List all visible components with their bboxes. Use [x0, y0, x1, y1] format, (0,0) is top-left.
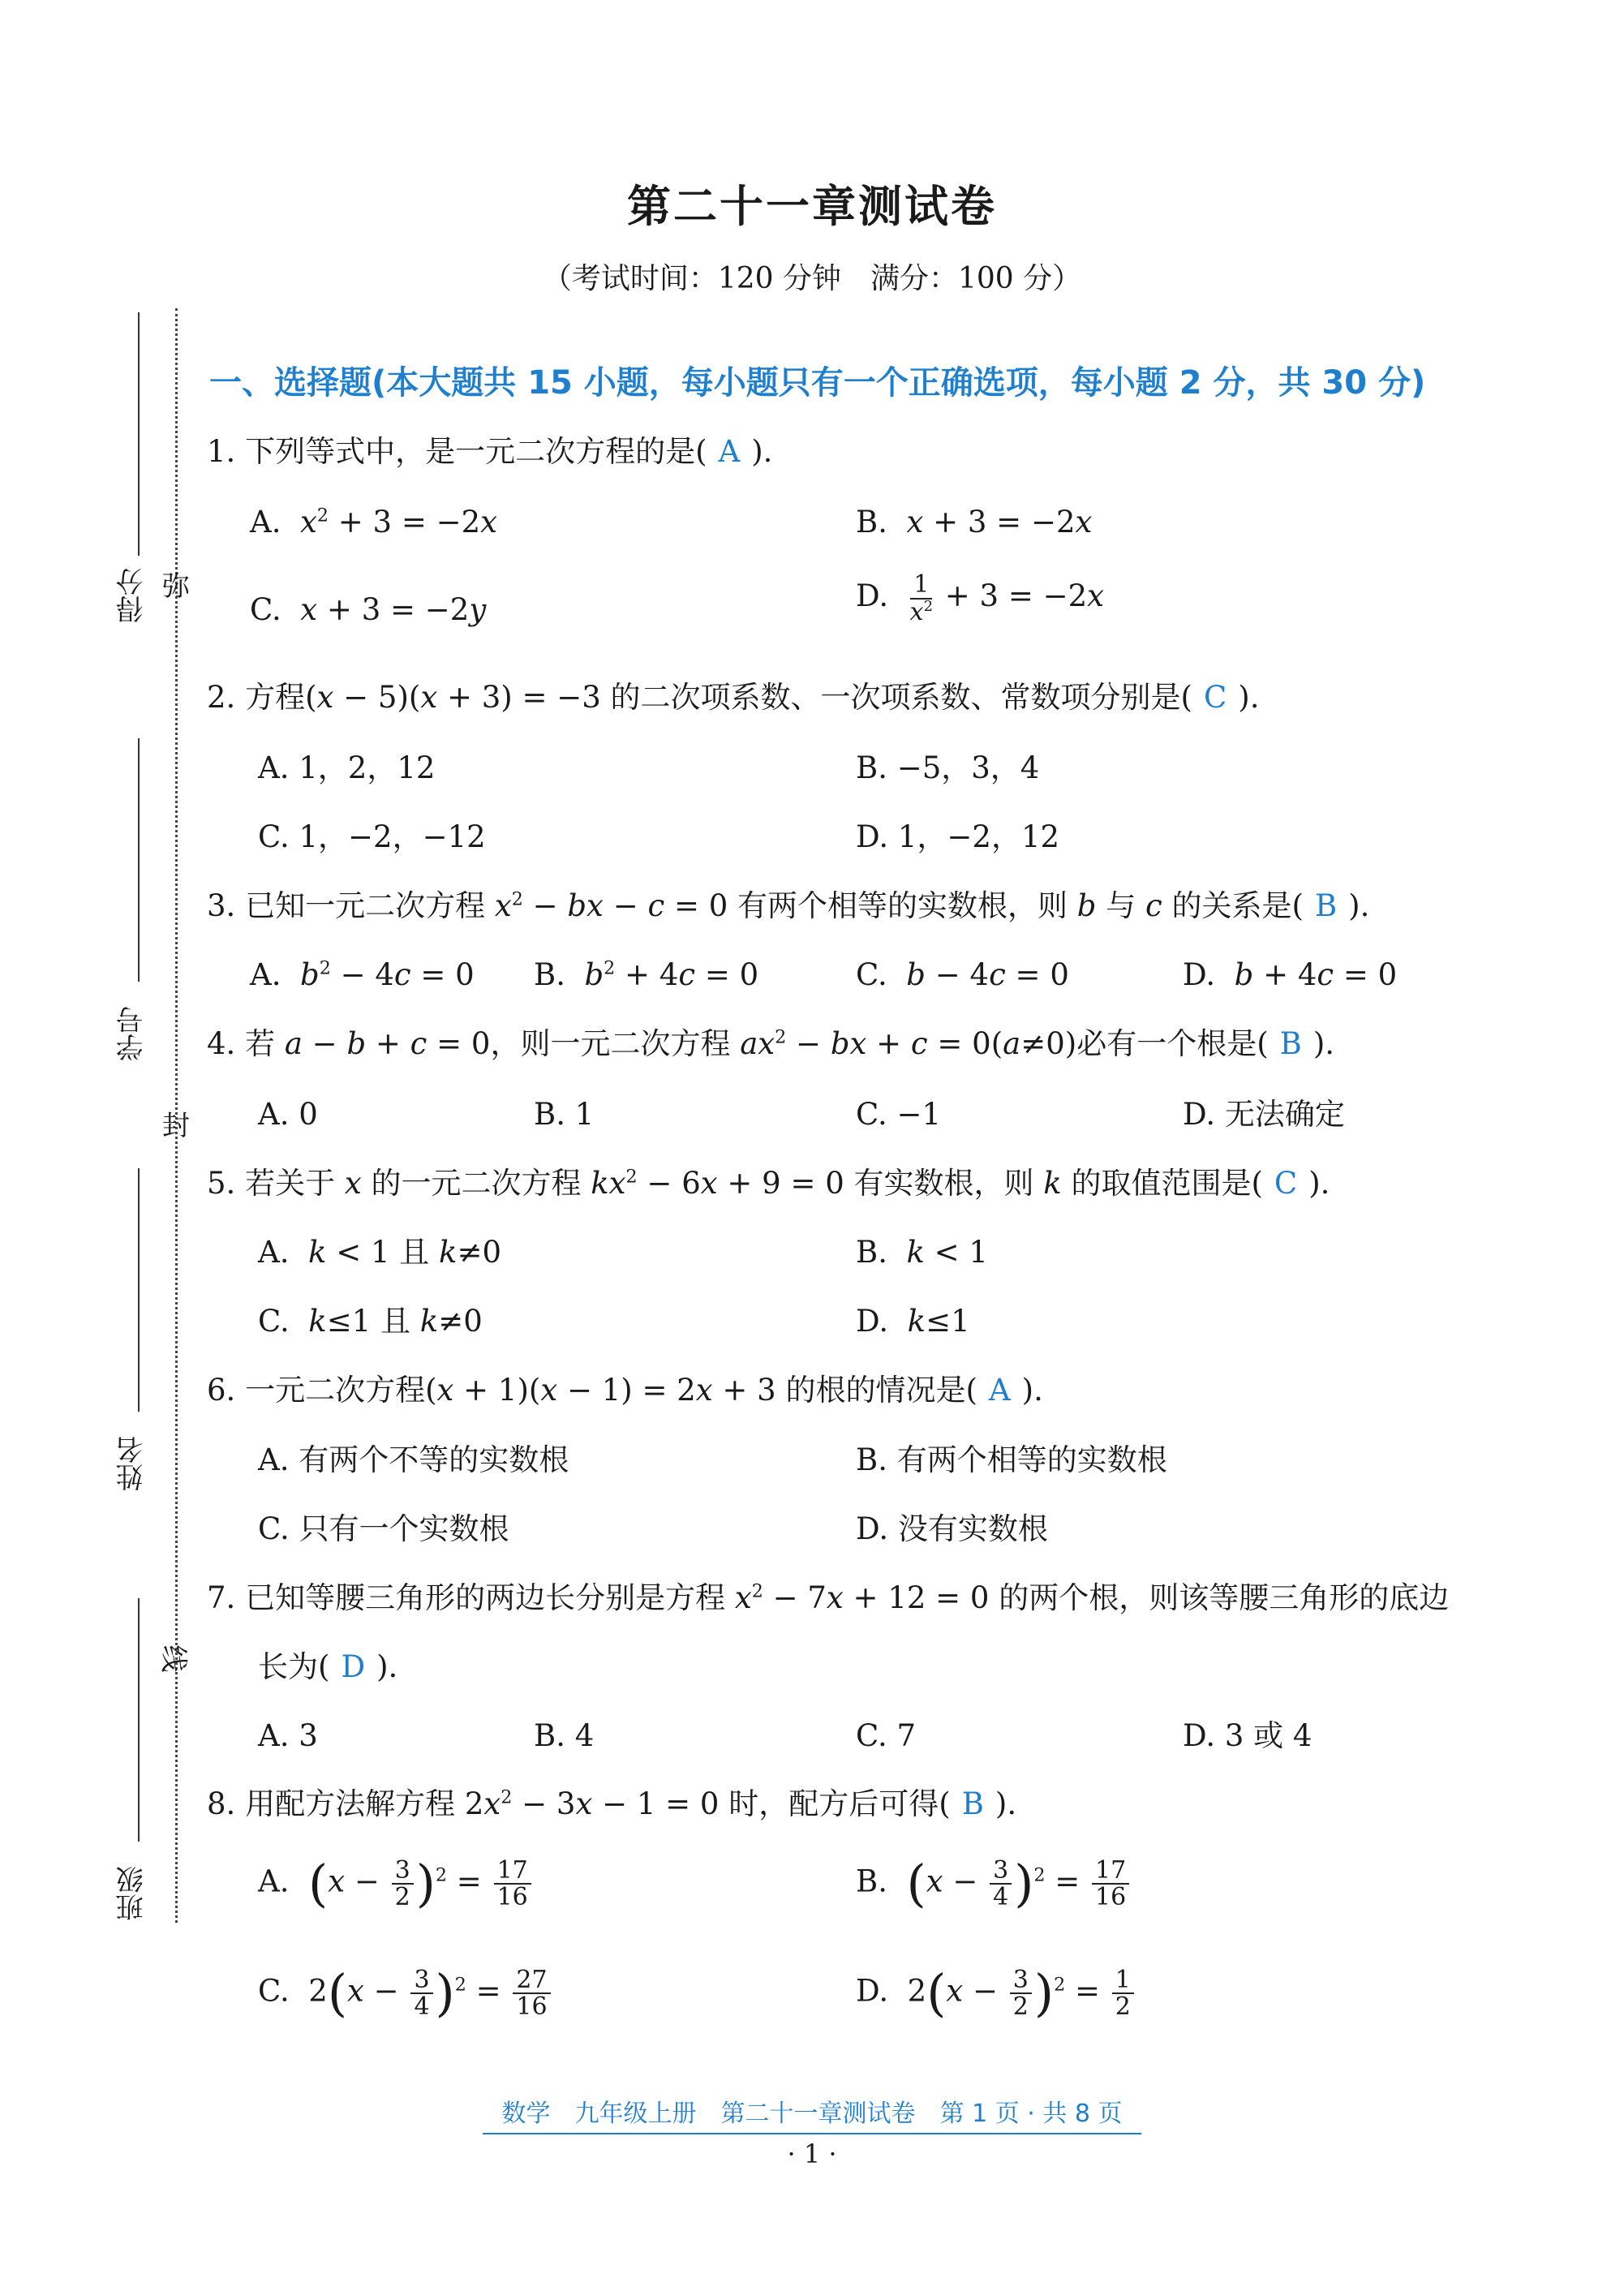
option-c: C. −1 — [856, 1097, 942, 1132]
label-class: 班级 — [116, 1866, 148, 1921]
option-a: A. $b^2 - 4c = 0$ — [250, 957, 475, 992]
option-a: A. (x − $\frac{3}{2}$ )$^2$ = $\frac{17}{16}$ — [258, 1854, 534, 1914]
section-title: 一、选择题(本大题共 15 小题，每小题只有一个正确选项，每小题 2 分，共 30 分) — [209, 364, 1426, 402]
option-c: C. k≤1 且 k≠0 — [258, 1304, 483, 1339]
question-3: 3. 已知一元二次方程 $x^2$ − bx − c = 0 有两个相等的实数根，则 b 与 c 的关系是( B ). — [207, 888, 1370, 923]
option-b: B. $b^2 + 4c = 0$ — [534, 957, 759, 992]
answer: B — [961, 1786, 984, 1821]
option-a: A. $x^2 + 3 = -2x$ — [250, 505, 498, 539]
seal-char: 弥 — [162, 570, 190, 603]
question-5: 5. 若关于 x 的一元二次方程 $kx^2 - 6x + 9 = 0$ 有实数根，则 k 的取值范围是( C ). — [207, 1166, 1330, 1201]
option-b: B. k < 1 — [856, 1235, 988, 1270]
option-c: C. 2(x − $\frac{3}{4}$ )$^2$ = $\frac{27}{16}$ — [258, 1963, 553, 2023]
answer: A — [988, 1373, 1011, 1408]
answer: C — [1203, 680, 1227, 715]
question-8: 8. 用配方法解方程 $2x^2 - 3x - 1 = 0$ 时，配方后可得( B ). — [207, 1786, 1017, 1821]
question-1: 1. 下列等式中，是一元二次方程的是( A ). — [207, 434, 773, 469]
option-c: C. b − 4c = 0 — [856, 957, 1069, 992]
class-line — [138, 1598, 140, 1842]
label-score: 得分 — [116, 568, 148, 623]
answer: B — [1279, 1026, 1302, 1061]
question-2: 2. 方程(x − 5)(x + 3) = −3 的二次项系数、一次项系数、常数项分别是( C ). — [207, 680, 1260, 715]
seal-char: 封 — [162, 1110, 190, 1142]
answer: B — [1314, 888, 1338, 923]
page-footer: 数学 九年级上册 第二十一章测试卷 第 1 页 · 共 8 页 — [0, 2093, 1624, 2129]
option-b: B. 4 — [534, 1718, 595, 1753]
option-d: D. 1，−2，12 — [856, 819, 1060, 854]
question-4: 4. 若 a − b + c = 0，则一元二次方程 $ax^2$ − bx + c = 0(a≠0)必有一个根是( B ). — [207, 1026, 1335, 1061]
option-c: C. x + 3 = −2y — [250, 592, 487, 627]
seal-char: 线 — [157, 1644, 190, 1673]
question-7: 7. 已知等腰三角形的两边长分别是方程 $x^2 - 7x + 12 = 0$ 的两个根，则该等腰三角形的底边 — [207, 1580, 1450, 1615]
answer: A — [718, 434, 741, 469]
label-name: 姓名 — [116, 1436, 148, 1491]
option-b: B. (x − $\frac{3}{4}$ )$^2$ = $\frac{17}{16}$ — [856, 1854, 1132, 1914]
answer: C — [1274, 1166, 1298, 1201]
option-c: C. 1，−2，−12 — [258, 819, 486, 854]
exam-info: （考试时间：120 分钟 满分：100 分） — [542, 262, 1082, 295]
option-d: D. k≤1 — [856, 1304, 970, 1339]
option-b: B. x + 3 = −2x — [856, 505, 1093, 539]
option-d: D. $\frac{1}{x^2}$ + 3 = −2x — [856, 570, 1105, 626]
option-a: A. 3 — [258, 1718, 318, 1753]
option-d: D. 无法确定 — [1183, 1097, 1345, 1132]
question-7-cont: 长为( D ). — [258, 1649, 398, 1684]
option-d: D. 没有实数根 — [856, 1511, 1048, 1546]
option-b: B. 有两个相等的实数根 — [856, 1442, 1167, 1477]
question-6: 6. 一元二次方程(x + 1)(x − 1) = 2x + 3 的根的情况是( A ). — [207, 1373, 1043, 1408]
label-student-id: 学号 — [116, 1006, 148, 1061]
option-a: A. 1，2，12 — [258, 750, 436, 785]
page-title: 第二十一章测试卷 — [627, 181, 997, 232]
option-b: B. 1 — [534, 1097, 595, 1132]
option-a: A. 0 — [258, 1097, 318, 1132]
option-c: C. 7 — [856, 1718, 917, 1753]
option-b: B. −5，3，4 — [856, 750, 1040, 785]
student-id-line — [138, 738, 140, 982]
score-line — [138, 312, 140, 556]
answer: D — [341, 1649, 366, 1684]
option-d: D. 2(x − $\frac{3}{2}$ )$^2$ = $\frac{1}{2}$ — [856, 1963, 1136, 2023]
option-d: D. b + 4c = 0 — [1183, 957, 1398, 992]
option-a: A. k < 1 且 k≠0 — [258, 1235, 501, 1270]
option-d: D. 3 或 4 — [1183, 1718, 1313, 1753]
option-c: C. 只有一个实数根 — [258, 1511, 509, 1546]
name-line — [138, 1168, 140, 1412]
page-number: · 1 · — [787, 2139, 837, 2169]
option-a: A. 有两个不等的实数根 — [258, 1442, 569, 1477]
